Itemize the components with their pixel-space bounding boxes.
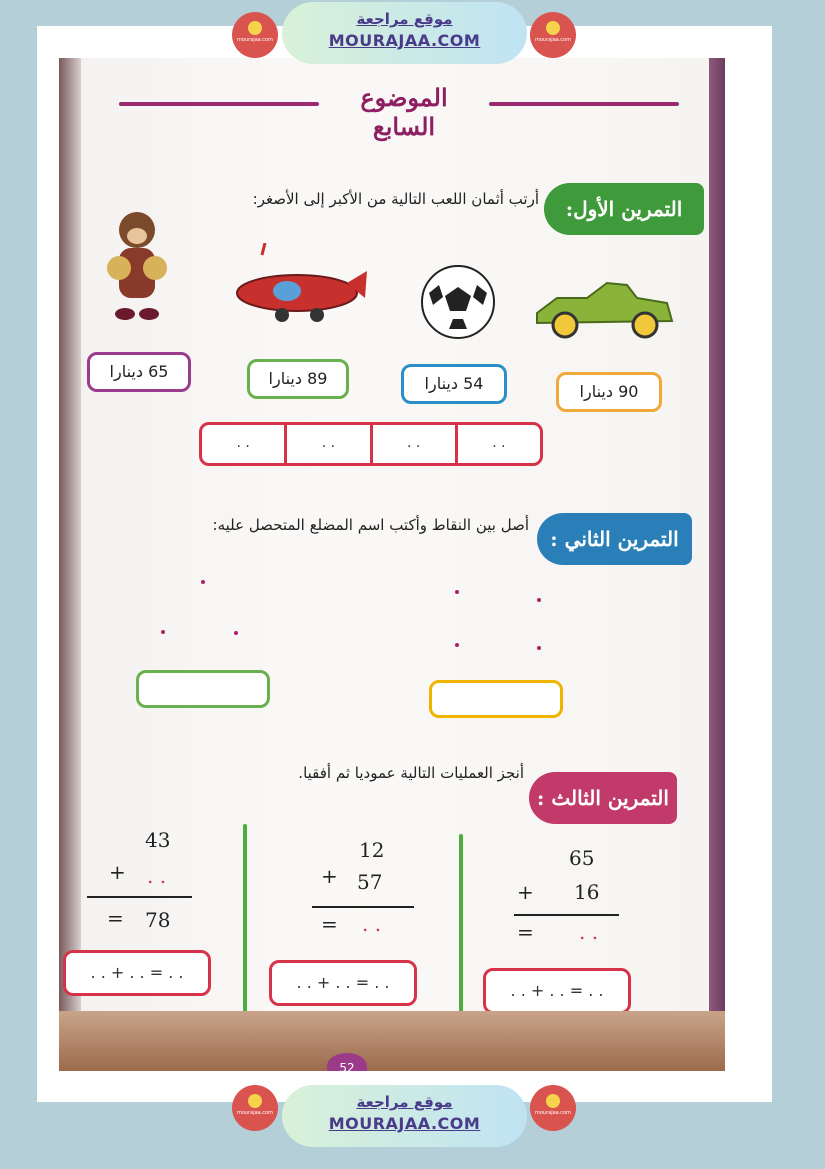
equals-sign: = — [107, 906, 124, 930]
page-number: 52 — [327, 1053, 367, 1071]
column-divider — [459, 834, 463, 1030]
polygon-point[interactable] — [234, 631, 238, 635]
exercise2-tag: التمرين الثاني : — [537, 513, 692, 565]
equals-sign: = — [517, 920, 534, 944]
addend-top: 65 — [569, 846, 595, 870]
title-divider-right — [489, 102, 679, 106]
toy-ball-image — [419, 263, 497, 341]
lesson-title: الموضوع السابع — [360, 83, 448, 141]
price-label-plane: 89 دينارا — [247, 359, 349, 399]
toy-car-image — [527, 273, 677, 343]
addend-bottom: 57 — [357, 870, 383, 894]
addend-bottom: 16 — [574, 880, 600, 904]
addend-top: 12 — [359, 838, 385, 862]
order-answer-cell[interactable]: . . — [370, 425, 455, 463]
site-banner-bottom[interactable] — [282, 1085, 527, 1147]
site-logo-icon: mourajaa.com — [530, 12, 576, 58]
order-answer-cell[interactable]: . . — [455, 425, 540, 463]
polygon-point[interactable] — [537, 598, 541, 602]
table-surface — [59, 1011, 725, 1071]
book-spine — [709, 58, 725, 1071]
horizontal-answer-box[interactable]: . . + . . = . . — [483, 968, 631, 1014]
site-logo-icon: mourajaa.com — [232, 1085, 278, 1131]
plus-sign: + — [109, 860, 126, 884]
sum-rule — [87, 896, 192, 898]
order-answer-cell[interactable]: . . — [236, 435, 250, 451]
polygon-point[interactable] — [537, 646, 541, 650]
title-divider-left — [119, 102, 319, 106]
price-label-monkey: 65 دينارا — [87, 352, 191, 392]
site-name-arabic[interactable]: موقع مراجعة — [356, 10, 453, 28]
sum-blank[interactable]: . . — [362, 912, 382, 936]
site-logo-icon: mourajaa.com — [530, 1085, 576, 1131]
plus-sign: + — [517, 880, 534, 904]
exercise3-tag: التمرين الثالث : — [529, 772, 677, 824]
equals-sign: = — [321, 912, 338, 936]
order-answer-cell[interactable]: . . — [284, 425, 369, 463]
site-name-english[interactable]: MOURAJAA.COM — [328, 1114, 481, 1133]
price-label-ball: 54 دينارا — [401, 364, 507, 404]
exercise1-tag: التمرين الأول: — [544, 183, 704, 235]
toy-plane-image — [227, 243, 372, 333]
exercise3-instruction: أنجز العمليات التالية عموديا ثم أفقيا. — [298, 764, 524, 782]
site-banner-top[interactable] — [282, 2, 527, 64]
order-answer-row — [199, 422, 543, 466]
polygon-name-field-1[interactable] — [136, 670, 270, 708]
polygon-name-field-2[interactable] — [429, 680, 563, 718]
addend-top: 43 — [145, 828, 171, 852]
toy-monkey-image — [97, 208, 177, 323]
polygon-point[interactable] — [161, 630, 165, 634]
sum-rule — [514, 914, 619, 916]
exercise2-instruction: أصل بين النقاط وأكتب اسم المضلع المتحصل عليه: — [212, 516, 529, 534]
horizontal-answer-box[interactable]: . . + . . = . . — [63, 950, 211, 996]
polygon-point[interactable] — [201, 580, 205, 584]
site-name-arabic[interactable]: موقع مراجعة — [356, 1093, 453, 1111]
plus-sign: + — [321, 864, 338, 888]
column-divider — [243, 824, 247, 1020]
addend-blank[interactable]: . . — [147, 864, 167, 888]
textbook-page — [59, 58, 725, 1071]
sum-value: 78 — [145, 908, 171, 932]
page-left-edge — [59, 58, 81, 1071]
exercise1-instruction: أرتب أثمان اللعب التالية من الأكبر إلى الأصغر: — [252, 190, 539, 208]
price-label-car: 90 دينارا — [556, 372, 662, 412]
lesson-title-block — [119, 78, 679, 141]
site-name-english[interactable]: MOURAJAA.COM — [328, 31, 481, 50]
site-logo-icon: mourajaa.com — [232, 12, 278, 58]
sum-rule — [312, 906, 414, 908]
sum-blank[interactable]: . . — [579, 920, 599, 944]
horizontal-answer-box[interactable]: . . + . . = . . — [269, 960, 417, 1006]
polygon-point[interactable] — [455, 590, 459, 594]
polygon-point[interactable] — [455, 643, 459, 647]
